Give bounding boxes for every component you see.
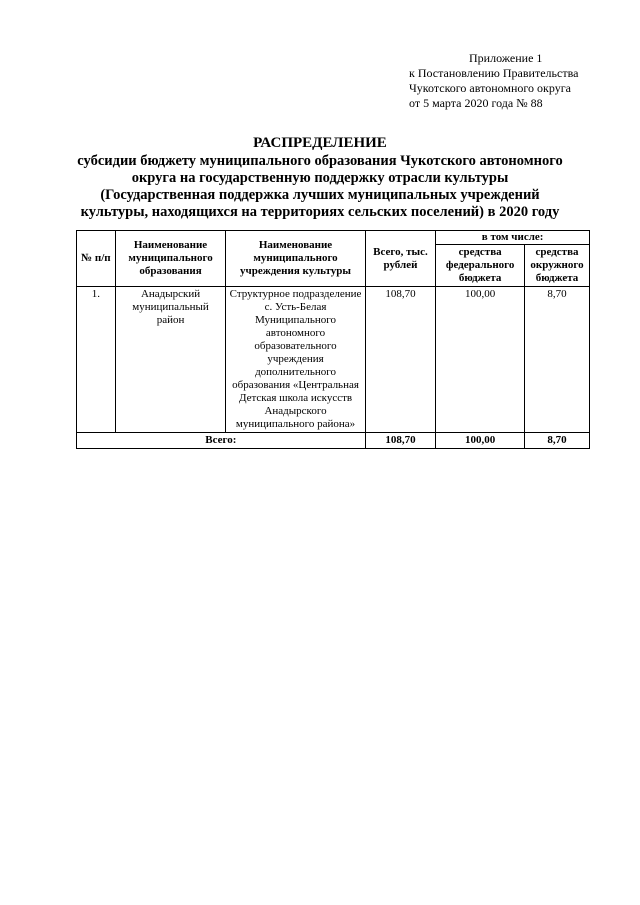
distribution-table (76, 230, 590, 449)
table-total-row (77, 433, 590, 449)
cell-district: 8,70 (525, 287, 590, 433)
title-line-4: культуры, находящихся на территориях сельских поселений) в 2020 году (80, 204, 560, 220)
header-total: Всего, тыс. рублей (365, 231, 436, 287)
total-federal: 100,00 (436, 433, 525, 449)
cell-num: 1. (77, 287, 116, 433)
cell-total: 108,70 (365, 287, 436, 433)
total-district: 8,70 (525, 433, 590, 449)
header-federal: средства федерального бюджета (436, 245, 525, 287)
cell-federal: 100,00 (436, 287, 525, 433)
header-num: № п/п (77, 231, 116, 287)
title-line-2: округа на государственную поддержку отрасли культуры (131, 170, 509, 186)
cell-municipality: Анадырский муниципальный район (115, 287, 226, 433)
header-institution: Наименование муниципального учреждения культуры (226, 231, 365, 287)
table-header-row (77, 231, 590, 245)
header-including: в том числе: (436, 231, 590, 245)
cell-institution: Структурное подразделение с. Усть-Белая Муниципального автономного образовательного учреждения дополнительного образования «Центральная Детская школа искусств Анадырского муниципального района» (226, 287, 365, 433)
document-title (60, 135, 580, 221)
header-municipality: Наименование муниципального образования (115, 231, 226, 287)
appendix-line-3: Чукотского автономного округа (409, 81, 571, 95)
title-main: РАСПРЕДЕЛЕНИЕ (253, 135, 387, 151)
appendix-line-4: от 5 марта 2020 года № 88 (409, 96, 543, 110)
total-sum: 108,70 (365, 433, 436, 449)
appendix-header (409, 51, 629, 111)
title-line-3: (Государственная поддержка лучших муниципальных учреждений (100, 187, 540, 203)
total-label: Всего: (77, 433, 366, 449)
table-row (77, 287, 590, 433)
title-line-1: субсидии бюджету муниципального образования Чукотского автономного (77, 153, 563, 169)
appendix-line-2: к Постановлению Правительства (409, 66, 579, 80)
header-district: средства окружного бюджета (525, 245, 590, 287)
appendix-line-1: Приложение 1 (469, 51, 543, 65)
